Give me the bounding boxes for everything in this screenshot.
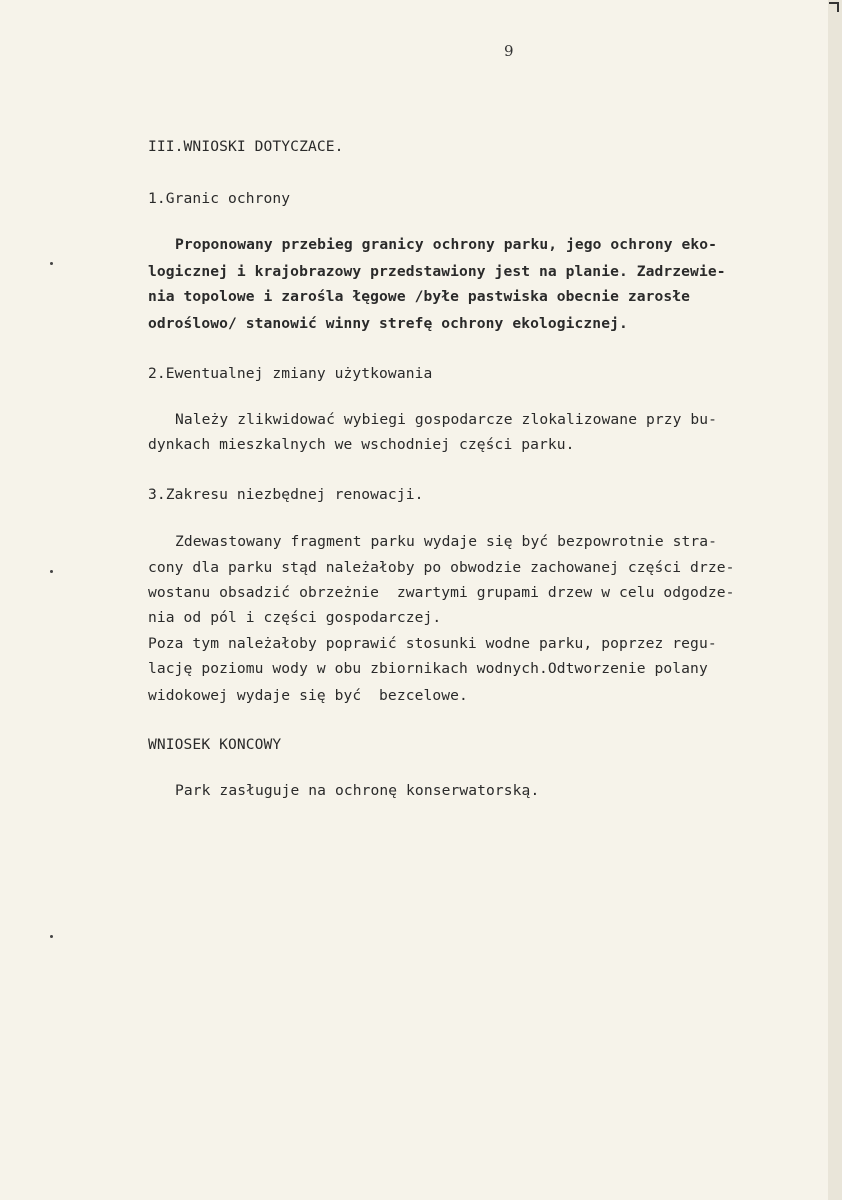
section-2-line: Należy zlikwidować wybiegi gospodarcze zlokalizowane przy bu- (175, 411, 718, 428)
section-1-line: odroślowo/ stanowić winny strefę ochrony ekologicznej. (148, 315, 628, 332)
section-3-line: Zdewastowany fragment parku wydaje się być bezpowrotnie stra- (175, 533, 718, 550)
section-3-line: widokowej wydaje się być bezcelowe. (148, 687, 468, 704)
margin-dot (50, 935, 53, 938)
section-3-line: nia od pól i części gospodarczej. (148, 609, 442, 626)
section-2-title: 2.Ewentualnej zmiany użytkowania (148, 365, 433, 382)
section-3-line: lację poziomu wody w obu zbiornikach wodnych.Odtworzenie polany (148, 660, 708, 677)
section-2-line: dynkach mieszkalnych we wschodniej części parku. (148, 436, 575, 453)
page-number: 9 (504, 42, 514, 60)
section-1-line: logicznej i krajobrazowy przedstawiony jest na planie. Zadrzewie- (148, 263, 726, 280)
page-edge (828, 0, 842, 1200)
final-conclusion-text: Park zasługuje na ochronę konserwatorską. (175, 782, 540, 799)
section-3-title: 3.Zakresu niezbędnej renowacji. (148, 486, 424, 503)
section-1-title: 1.Granic ochrony (148, 190, 291, 207)
corner-mark (829, 2, 839, 12)
section-1-line: nia topolowe i zarośla łęgowe /byłe pastwiska obecnie zarosłe (148, 288, 691, 305)
final-conclusion-title: WNIOSEK KONCOWY (148, 736, 282, 753)
section-1-line: Proponowany przebieg granicy ochrony parku, jego ochrony eko- (175, 236, 718, 253)
margin-dot (50, 262, 53, 265)
margin-dot (50, 570, 53, 573)
section-3-line: wostanu obsadzić obrzeżnie zwartymi grupami drzew w celu odgodze- (148, 584, 735, 601)
section-3-line: cony dla parku stąd należałoby po obwodzie zachowanej części drze- (148, 559, 735, 576)
section-3-line: Poza tym należałoby poprawić stosunki wodne parku, poprzez regu- (148, 635, 717, 652)
heading: III.WNIOSKI DOTYCZACE. (148, 138, 344, 155)
